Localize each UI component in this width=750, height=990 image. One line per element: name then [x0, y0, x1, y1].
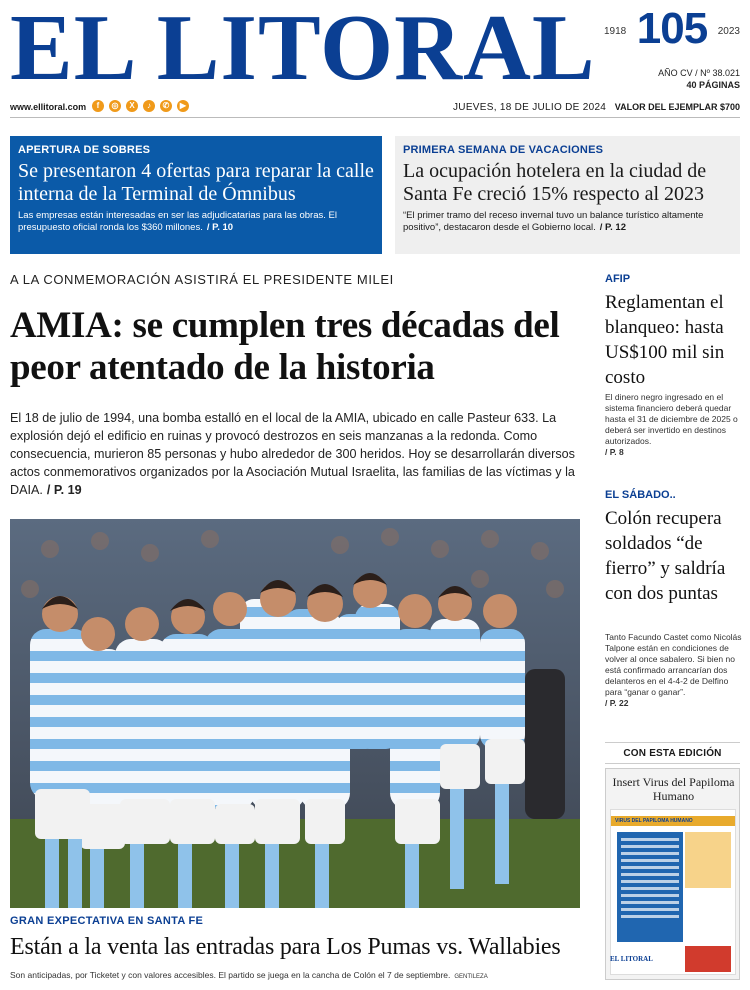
side-kicker-colon: EL SÁBADO..	[605, 489, 676, 501]
lead-summary: El 18 de julio de 1994, una bomba estalló en el local de la AMIA, ubicado en calle Pasteur 633. La explosión dejó el edificio en ruinas y provocó destrozos en seis manzanas a la redonda. Como consecuencia, murieron 85 personas y hubo alrededor de 300 heridos. Hoy se desarrollarán diversos actos conmemorativos organizados por la Asociación Mutual Israelita, las familias de las víctimas y la DAIA. / P. 19	[10, 411, 575, 497]
page-reference: / P. 22	[605, 698, 629, 708]
info-bar	[10, 98, 740, 118]
bottom-summary: Son anticipadas, por Ticketet y con valores accesibles. El partido se juega en la cancha de Colón el 7 de septiembre. GENTILEZA	[10, 970, 488, 980]
instagram-icon[interactable]: ◎	[109, 100, 121, 112]
page-reference: / P. 19	[46, 483, 82, 497]
rugby-team-photo	[10, 519, 580, 908]
whatsapp-icon[interactable]: ✆	[160, 100, 172, 112]
side-summary-afip: El dinero negro ingresado en el sistema financiero deberá quedar hasta el 31 de diciembre de 2025 o deberá ser invertido en destinos autorizados. / P. 8	[605, 392, 745, 458]
social-icons	[92, 100, 189, 112]
anniversary-logo	[604, 4, 740, 54]
teaser-summary: “El primer tramo del receso invernal tuvo un balance turístico altamente positivo”, destacaron desde el Gobierno local. / P. 12	[403, 210, 704, 233]
website-link[interactable]: www.ellitoral.com	[10, 102, 87, 112]
teaser-kicker: APERTURA DE SOBRES	[18, 144, 151, 156]
teaser-headline: La ocupación hotelera en la ciudad de Santa Fe creció 15% respecto al 2023	[403, 160, 707, 205]
issue-price: VALOR DEL EJEMPLAR $700	[614, 102, 740, 112]
teaser-summary: Las empresas están interesadas en ser las adjudicatarias para las obras. El presupuesto oficial ronda los $360 millones. / P. 10	[18, 210, 337, 233]
page-count: 40 PÁGINAS	[686, 80, 740, 90]
photo-credit: GENTILEZA	[454, 974, 488, 980]
newspaper-masthead: EL LITORAL	[10, 0, 596, 100]
issue-number: AÑO CV / Nº 38.021	[658, 68, 740, 78]
page-reference: / P. 8	[605, 447, 624, 457]
insert-band: VIRUS DEL PAPILOMA HUMANO	[611, 816, 735, 826]
issue-date: JUEVES, 18 DE JULIO DE 2024	[453, 102, 607, 113]
side-summary-colon: Tanto Facundo Castet como Nicolás Talpone están en condiciones de volver al once sabalero. Si bien no está confirmado arrancarían dos delanteros en el 4-4-2 de Delfino para “ganar o ganar”. / P. 22	[605, 632, 745, 709]
facebook-icon[interactable]: f	[92, 100, 104, 112]
insert-brand: EL LITORAL	[610, 955, 653, 963]
insert-title: Insert Virus del Papiloma Humano	[612, 775, 735, 803]
anniversary-end-year: 2023	[717, 26, 740, 37]
insert-label: CON ESTA EDICIÓN	[605, 742, 740, 764]
lead-kicker: A LA CONMEMORACIÓN ASISTIRÁ EL PRESIDENTE MILEI	[10, 272, 394, 287]
lead-headline[interactable]: AMIA: se cumplen tres décadas del peor atentado de la historia	[10, 305, 560, 388]
teaser-kicker: PRIMERA SEMANA DE VACACIONES	[403, 144, 604, 156]
anniversary-number: 105	[636, 4, 708, 53]
insert-promo[interactable]	[605, 768, 740, 980]
page-reference: / P. 12	[599, 222, 627, 233]
insert-thumbnail	[610, 809, 736, 975]
teaser-hotel[interactable]	[395, 136, 740, 254]
x-icon[interactable]: X	[126, 100, 138, 112]
anniversary-start-year: 1918	[604, 26, 627, 37]
side-headline-colon[interactable]: Colón recupera soldados “de fierro” y saldría con dos puntas	[605, 508, 726, 604]
tiktok-icon[interactable]: ♪	[143, 100, 155, 112]
page-reference: / P. 10	[206, 222, 234, 233]
side-headline-afip[interactable]: Reglamentan el blanqueo: hasta US$100 mil sin costo	[605, 292, 725, 388]
youtube-icon[interactable]: ▶	[177, 100, 189, 112]
bottom-kicker: GRAN EXPECTATIVA EN SANTA FE	[10, 915, 204, 927]
side-kicker-afip: AFIP	[605, 273, 631, 285]
teaser-terminal[interactable]	[10, 136, 382, 254]
issue-info	[658, 67, 740, 91]
bottom-headline[interactable]: Están a la venta las entradas para Los Pumas vs. Wallabies	[10, 934, 561, 960]
teaser-headline: Se presentaron 4 ofertas para reparar la calle interna de la Terminal de Ómnibus	[18, 160, 374, 205]
